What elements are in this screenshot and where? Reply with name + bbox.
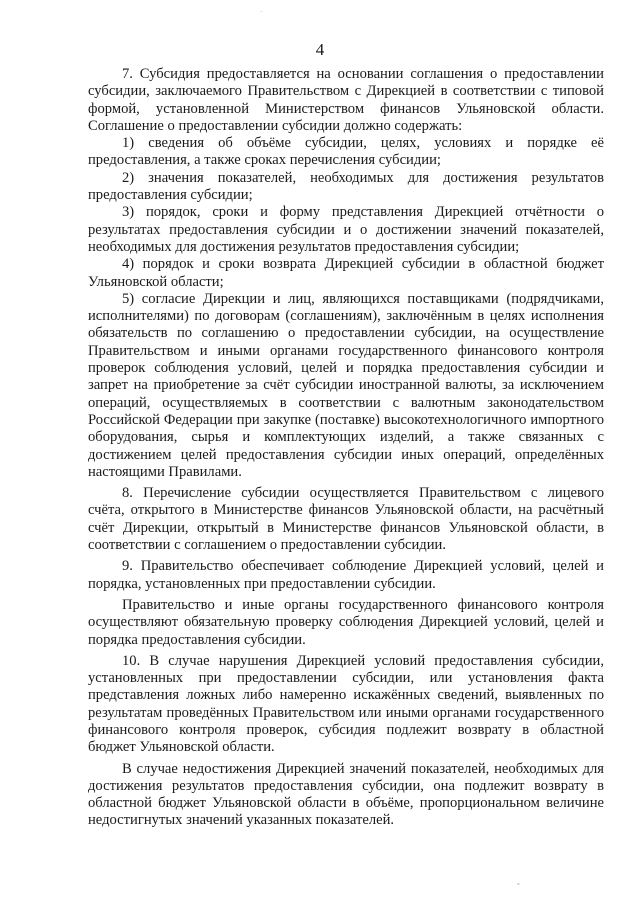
paragraph-10-return: В случае недостижения Дирекцией значений показателей, необходимых для достижения результатов предоставления субсидии, она подлежит возврату в областной бюджет Ульяновской области в объёме, пропорциональном величине недостигнутых значений указанных показателей. bbox=[88, 760, 604, 829]
scan-mark-top: · bbox=[260, 8, 263, 16]
list-item-1: 1) сведения об объёме субсидии, целях, условиях и порядке её предоставления, а также сроках перечисления субсидии; bbox=[88, 135, 604, 169]
paragraph-9-control: Правительство и иные органы государственного финансового контроля осуществляют обязательную проверку соблюдения Дирекцией условий, целей и порядка предоставления субсидии. bbox=[88, 596, 604, 648]
list-item-2: 2) значения показателей, необходимых для достижения результатов предоставления субсидии; bbox=[88, 169, 604, 204]
list-item-5: 5) согласие Дирекции и лиц, являющихся поставщиками (подрядчиками, исполнителями) по договорам (соглашениям), заключённым в целях исполнения обязательств по соглашению о предоставлении субсидии, на осуществление Правительством и иными органами государственного финансового контроля проверок соблюдения условий, целей и порядка предоставления субсидии и запрет на приобретение за счёт субсидии иностранной валюты, за исключением операций, осуществляемых в соответствии с валютным законодательством Российской Федерации при закупке (поставке) высокотехнологичного импортного оборудования, сырья и комплектующих изделий, а также связанных с достижением целей предоставления субсидии иных операций, определённых настоящими Правилами. bbox=[88, 290, 604, 480]
paragraph-10: 10. В случае нарушения Дирекцией условий предоставления субсидии, установленных при предоставлении субсидии, или установления факта представления ложных либо намеренно искажённых сведений, выявленных по результатам проведённых Правительством или иными органами государственного финансового контроля проверок, субсидия подлежит возврату в областной бюджет Ульяновской области. bbox=[88, 652, 604, 756]
document-body bbox=[88, 66, 604, 830]
paragraph-8: 8. Перечисление субсидии осуществляется Правительством с лицевого счёта, открытого в Министерстве финансов Ульяновской области, на расчётный счёт Дирекции, открытый в Министерстве финансов Ульяновской области, в соответствии с соглашением о предоставлении субсидии. bbox=[88, 485, 604, 554]
paragraph-9: 9. Правительство обеспечивает соблюдение Дирекцией условий, целей и порядка, установленных при предоставлении субсидии. bbox=[88, 558, 604, 592]
paragraph-7-intro: 7. Субсидия предоставляется на основании соглашения о предоставлении субсидии, заключаемого Правительством с Дирекцией в соответствии с типовой формой, установленной Министерством финансов Ульяновской области. Соглашение о предоставлении субсидии должно содержать: bbox=[88, 66, 604, 134]
page-number: 4 bbox=[315, 40, 325, 59]
list-item-3: 3) порядок, сроки и форму представления Дирекцией отчётности о результатах предоставления субсидии и о достижении значений показателей, необходимых для достижения результатов предоставления субсидии; bbox=[88, 204, 604, 255]
scan-mark-bottom: ˇ bbox=[517, 882, 520, 891]
list-item-4: 4) порядок и сроки возврата Дирекцией субсидии в областной бюджет Ульяновской области; bbox=[88, 256, 604, 290]
